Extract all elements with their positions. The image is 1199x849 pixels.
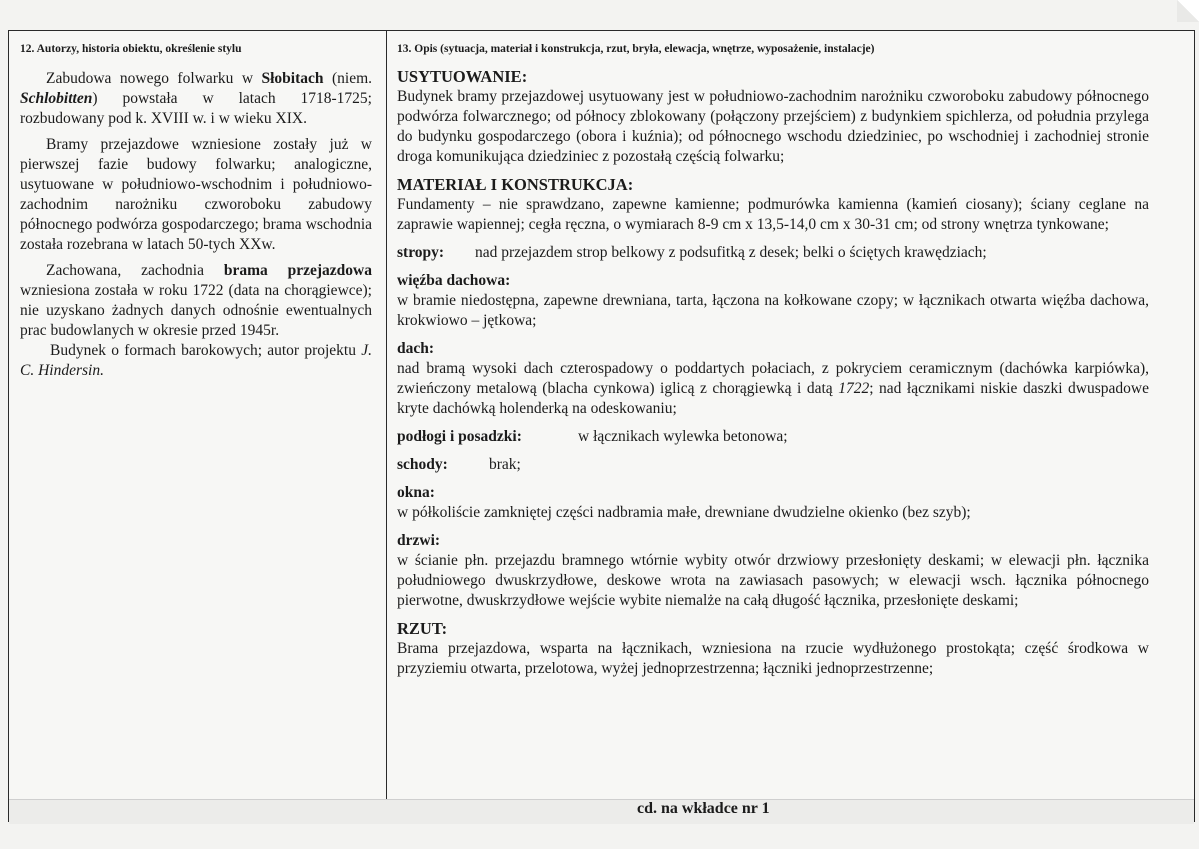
section-text-plan: Brama przejazdowa, wsparta na łącznikach, wzniesiona na rzucie wydłużonego prostokąta; część środkowa w przyziemiu otwarta, przelotowa, wyżej jednoprzestrzenna; łączniki jednoprzestrzenne;: [397, 640, 1149, 677]
roof-truss-label: więźba dachowa:: [397, 272, 511, 289]
object-name: brama przejazdowa: [223, 262, 372, 279]
continuation-note: cd. na wkładce nr 1: [637, 800, 770, 817]
page-corner-fold: [1177, 0, 1199, 22]
windows-label: okna:: [397, 484, 435, 501]
right-heading: 13. Opis (sytuacja, materiał i konstrukcja, rzut, bryła, elewacja, wnętrze, wyposażenie, instalacje): [397, 43, 875, 55]
ceilings-text: nad przejazdem strop belkowy z podsufitką z desek; belki o ściętych krawędziach;: [475, 244, 987, 261]
column-divider: [386, 31, 387, 821]
roof-date: 1722: [838, 380, 870, 397]
history-paragraph-4: [20, 341, 372, 381]
ceilings-row: [397, 243, 1149, 263]
right-column: [397, 43, 1149, 679]
history-paragraph-2: Bramy przejazdowe wzniesione zostały już w pierwszej fazie budowy folwarku; analogiczne, usytuowane w południowo-wschodnim i południowo-zachodnim narożniku czworoboku zabudowy północnego podwórza gospodarczego; brama wschodnia została rozebrana w latach 50-tych XXw.: [20, 136, 372, 253]
left-heading: 12. Autorzy, historia obiektu, określenie stylu: [20, 43, 242, 55]
section-text-location: Budynek bramy przejazdowej usytuowany jest w południowo-zachodnim narożniku czworoboku zabudowy północnego podwórza folwarcznego; od północy zblokowany (połączony przejściem) z budynkiem spichlerza, od południa przylega do budynku gospodarczego (obora i kuźnia); od północnego wschodu dziedziniec, po wschodniej i zachodniej stronie droga komunikująca dziedziniec z pozostałą częścią folwarku;: [397, 88, 1149, 165]
place-name: Słobitach: [261, 70, 324, 87]
history-paragraph-1: [20, 69, 372, 129]
section-title-material: MATERIAŁ I KONSTRUKCJA:: [397, 175, 634, 194]
floors-row: [397, 427, 1149, 447]
author-name: J. C. Hindersin.: [20, 342, 372, 379]
text-span: nad bramą wysoki dach czterospadowy o poddartych połaciach, z pokryciem ceramicznym (dachówka karpiówka), zwieńczony metalową (blacha cynkowa) iglicą z chorągiewką i datą: [397, 360, 1149, 397]
floors-label: podłogi i posadzki:: [397, 428, 522, 445]
section-title-location: USYTUOWANIE:: [397, 67, 528, 86]
text-span: Budynek o formach barokowych; autor projektu: [50, 342, 362, 359]
form-sheet: [8, 30, 1195, 822]
windows-text: w półkoliście zamkniętej części nadbramia małe, drewniane dwudzielne okienko (bez szyb);: [397, 504, 971, 521]
text-span: ; nad łącznikami niskie daszki dwuspadowe kryte dachówką holenderką na odeskowaniu;: [397, 380, 1149, 417]
roof-text: [397, 359, 1149, 419]
stairs-label: schody:: [397, 456, 448, 473]
roof-truss-text: w bramie niedostępna, zapewne drewniana, tarta, łączona na kołkowane czopy; w łącznikach otwarta więźba dachowa, krokwiowo – jętkowa;: [397, 292, 1149, 329]
floors-text: w łącznikach wylewka betonowa;: [578, 428, 788, 445]
section-title-plan: RZUT:: [397, 619, 448, 638]
stairs-row: [397, 455, 1149, 475]
section-text-material: Fundamenty – nie sprawdzano, zapewne kamienne; podmurówka kamienna (kamień ciosany); ściany ceglane na zaprawie wapiennej; cegła ręczna, o wymiarach 8-9 cm x 13,5-14,0 cm x 30-31 cm; od strony wnętrza tynkowane;: [397, 196, 1149, 233]
roof-label: dach:: [397, 340, 435, 357]
stairs-text: brak;: [489, 456, 521, 473]
doors-text: w ścianie płn. przejazdu bramnego wtórnie wybity otwór drzwiowy przesłonięty deskami; w elewacji płn. łącznika południowego dwuskrzydłowe, deskowe wrota na zawiasach pasowych; w elewacji wsch. łącznika północnego pierwotne, dwuskrzydłowe wejście wybite niemalże na całą długość łącznika, przesłonięte deskami;: [397, 552, 1149, 609]
text-span: (niem.: [323, 70, 373, 87]
text-span: wzniesiona została w roku 1722 (data na chorągiewce); nie uzyskano żadnych danych odnośnie ewentualnych prac budowlanych w okresie przed 1945r.: [20, 282, 372, 339]
german-name: Schlobitten: [20, 90, 93, 107]
bottom-band: [9, 799, 1194, 824]
text-span: Zachowana, zachodnia: [46, 262, 224, 279]
history-paragraph-3: [20, 261, 372, 341]
left-column: [20, 43, 372, 387]
text-span: ) powstała w latach 1718-1725; rozbudowany pod k. XVIII w. i w wieku XIX.: [20, 90, 372, 127]
doors-label: drzwi:: [397, 532, 441, 549]
ceilings-label: stropy:: [397, 244, 445, 261]
text-span: Zabudowa nowego folwarku w: [46, 70, 262, 87]
